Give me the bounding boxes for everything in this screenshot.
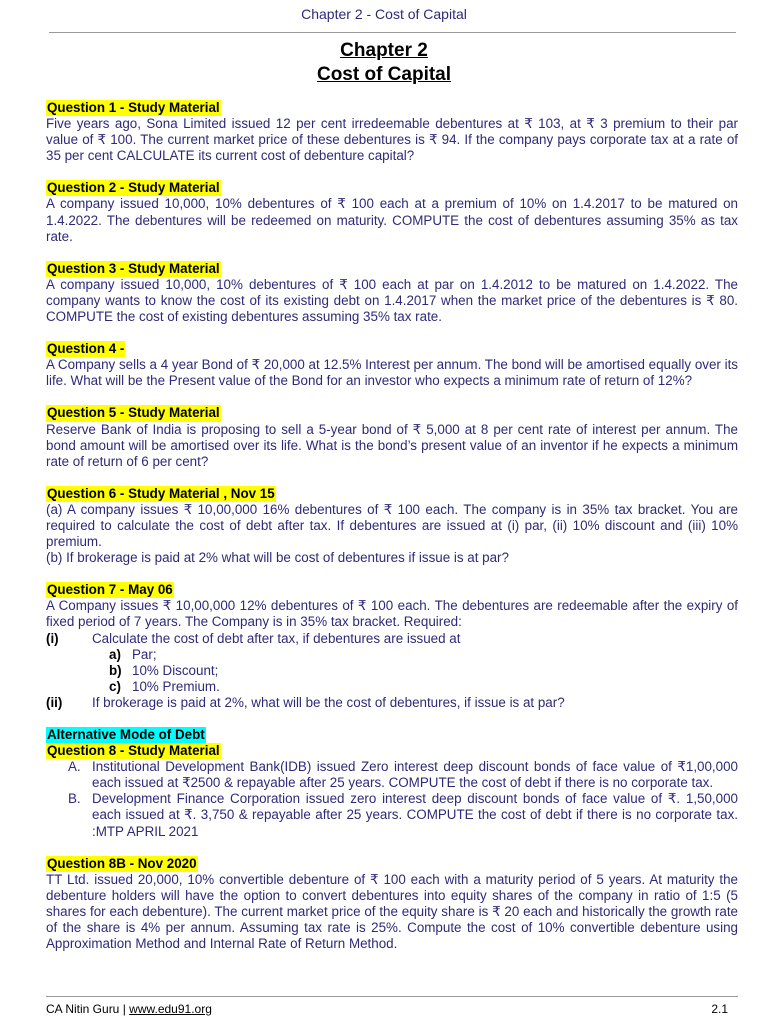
- footer-divider: [46, 996, 738, 997]
- question-text: Reserve Bank of India is proposing to sell a 5-year bond of ₹ 5,000 at 8 per cent rate of interest per annum. The bond amount will be amortised over its life. What is the bond’s present value of an inventor if he expects a minimum rate of return of 6 per cent?: [46, 421, 738, 469]
- list-item-ii: [46, 695, 738, 711]
- sub-item-text: 10% Premium.: [132, 678, 220, 694]
- list-item-text: Development Finance Corporation issued zero interest deep discount bonds of face value of ₹. 1,50,000 each issued at ₹. 3,750 & repayable after 25 years. COMPUTE the cost of debt if there is no corporate tax. :MTP APRIL 2021: [92, 791, 738, 839]
- question-5: [46, 405, 738, 469]
- question-7: [46, 582, 738, 711]
- question-8b: [46, 856, 738, 953]
- list-item-label: B.: [68, 791, 81, 807]
- footer-website-link[interactable]: www.edu91.org: [129, 1002, 212, 1016]
- question-heading: Question 6 - Study Material , Nov 15: [47, 485, 275, 501]
- header-divider: [49, 32, 736, 33]
- list-item-text: If brokerage is paid at 2%, what will be the cost of debentures, if issue is at par?: [92, 694, 565, 710]
- footer-author: CA Nitin Guru |: [46, 1002, 130, 1016]
- sub-item-a: [46, 647, 738, 663]
- question-text: A Company sells a 4 year Bond of ₹ 20,000 at 12.5% Interest per annum. The bond will be amortised equally over its life. What will be the Present value of the Bond for an investor who expects a minimum rate of return of 12%?: [46, 357, 738, 389]
- document-body: [46, 100, 738, 968]
- sub-item-label: a): [109, 646, 121, 662]
- question-text: A company issued 10,000, 10% debentures of ₹ 100 each at a premium of 10% on 1.4.2017 to be matured on 1.4.2022. The debentures will be redeemed on maturity. COMPUTE the cost of debentures assuming 35% as tax rate.: [46, 196, 738, 244]
- question-heading: Question 2 - Study Material: [47, 180, 220, 196]
- list-item-text: Calculate the cost of debt after tax, if debentures are issued at: [92, 630, 461, 646]
- question-text: A company issued 10,000, 10% debentures of ₹ 100 each at par on 1.4.2012 to be matured on 1.4.2022. The company wants to know the cost of its existing debt on 1.4.2017 when the market price of the debentures is ₹ 80. COMPUTE the cost of existing debentures assuming 35% tax rate.: [46, 276, 738, 325]
- question-heading: Question 3 - Study Material: [47, 260, 220, 276]
- question-6: [46, 486, 738, 566]
- running-header: Chapter 2 - Cost of Capital: [301, 6, 467, 22]
- section-heading: Alternative Mode of Debt: [47, 727, 205, 742]
- question-heading: Question 7 - May 06: [47, 582, 173, 598]
- question-1: [46, 100, 738, 164]
- question-text: TT Ltd. issued 20,000, 10% convertible debenture of ₹ 100 each with a maturity period of 5 years. At maturity the debenture holders will have the option to convert debentures into equity shares of the company in ratio of 1:5 (5 shares for each debenture). The current market price of the equity share is ₹ 20 each and historically the growth rate of the share is 4% per annum. Assuming tax rate is 25%. Compute the cost of 10% convertible debenture using Approximation Method and Internal Rate of Return Method.: [46, 871, 738, 952]
- question-heading: Question 8 - Study Material: [47, 743, 220, 759]
- page-number: 2.1: [711, 1002, 728, 1016]
- sub-item-b: [46, 663, 738, 679]
- list-item-label: (ii): [46, 694, 63, 710]
- list-item-text: Institutional Development Bank(IDB) issued Zero interest deep discount bonds of face value of ₹1,00,000 each issued at ₹2500 & repayable after 25 years. COMPUTE the cost of debt if there is no corporate tax.: [92, 759, 738, 791]
- sub-item-text: 10% Discount;: [132, 662, 219, 678]
- question-text-part-b: (b) If brokerage is paid at 2% what will be cost of debentures if issue is at par?: [46, 550, 509, 566]
- list-item-i: [46, 631, 738, 647]
- sub-item-text: Par;: [132, 646, 157, 662]
- question-text: A Company issues ₹ 10,00,000 12% debentures of ₹ 100 each. The debentures are redeemable after the expiry of fixed period of 7 years. The Company is in 35% tax bracket. Required:: [46, 598, 738, 630]
- question-text: Five years ago, Sona Limited issued 12 per cent irredeemable debentures at ₹ 103, at ₹ 3 premium to their par value of ₹ 100. The current market price of these debentures is ₹ 94. If the company pays corporate tax at a rate of 35 per cent CALCULATE its current cost of debenture capital?: [46, 116, 738, 164]
- footer-credit: [46, 1002, 212, 1016]
- question-heading: Question 5 - Study Material: [47, 405, 220, 421]
- question-heading: Question 1 - Study Material: [47, 100, 220, 115]
- question-text: (a) A company issues ₹ 10,00,000 16% debentures of ₹ 100 each. The company is in 35% tax bracket. You are required to calculate the cost of debt after tax. If debentures are issued at (i) par, (ii) 10% discount and (iii) 10% premium.: [46, 501, 738, 550]
- chapter-subtitle: Cost of Capital: [316, 64, 452, 85]
- question-heading: Question 4 -: [47, 341, 125, 357]
- question-heading: Question 8B - Nov 2020: [47, 855, 197, 871]
- question-3: [46, 261, 738, 325]
- list-item-label: A.: [68, 759, 81, 775]
- chapter-title: Chapter 2: [340, 40, 428, 61]
- sub-item-label: c): [109, 678, 121, 694]
- sub-item-label: b): [109, 662, 122, 678]
- question-8: [46, 727, 738, 840]
- list-item-a: [46, 759, 738, 791]
- list-item-label: (i): [46, 630, 59, 646]
- list-item-b: [46, 791, 738, 839]
- question-4: [46, 341, 738, 389]
- sub-item-c: [46, 679, 738, 695]
- question-2: [46, 180, 738, 244]
